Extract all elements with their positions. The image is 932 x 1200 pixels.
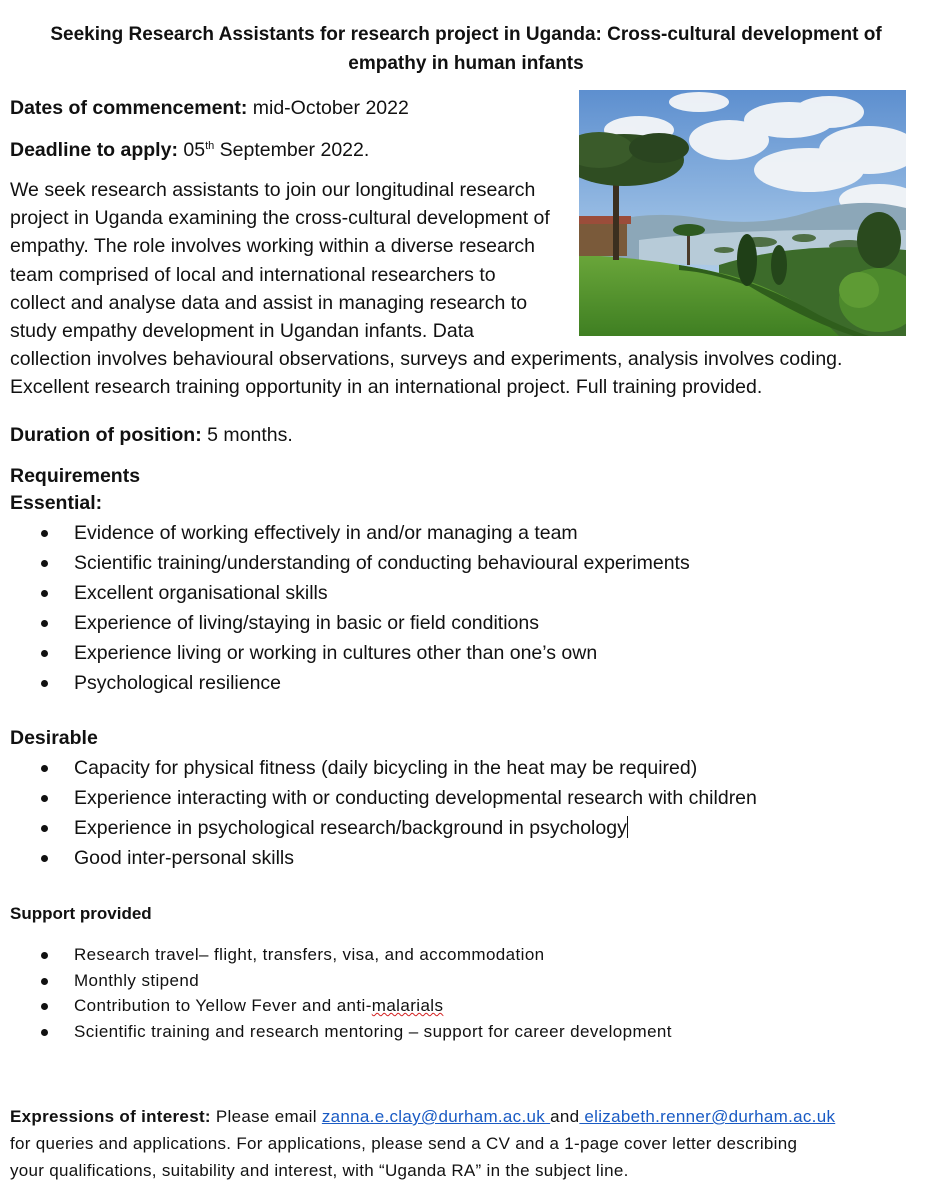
commencement-label: Dates of commencement:	[10, 97, 248, 119]
bullet-icon	[41, 590, 48, 597]
list-item-text: Scientific training and research mentoring – support for career development	[74, 1021, 672, 1041]
document-title	[20, 20, 912, 78]
duration-label: Duration of position:	[10, 424, 202, 446]
bullet-icon	[41, 825, 48, 832]
contact-paragraph	[10, 1103, 835, 1184]
list-item-text: Psychological resilience	[74, 672, 282, 694]
list-item	[0, 753, 757, 783]
bullet-icon	[41, 795, 48, 802]
essential-heading: Essential:	[10, 492, 103, 514]
deadline-rest: September 2022.	[214, 139, 370, 161]
email-link-renner[interactable]: elizabeth.renner@durham.ac.uk	[579, 1107, 836, 1126]
list-item-text: Monthly stipend	[74, 970, 200, 990]
list-item-text: Experience interacting with or conducting developmental research with children	[74, 787, 757, 809]
essential-list	[0, 518, 690, 698]
list-item	[0, 968, 672, 994]
list-item-text: Scientific training/understanding of conducting behavioural experiments	[74, 552, 690, 574]
contact-line-2: for queries and applications. For applications, please send a CV and a 1-page cover letter describing	[10, 1134, 798, 1153]
list-item-text: Evidence of working effectively in and/or managing a team	[74, 522, 578, 544]
commencement-value: mid-October 2022	[247, 97, 409, 119]
bullet-icon	[41, 1029, 48, 1036]
title-line-2: empathy in human infants	[348, 53, 584, 74]
landscape-illustration	[579, 90, 906, 336]
list-item	[0, 813, 757, 843]
description-line: project in Uganda examining the cross-cultural development of	[10, 207, 550, 230]
deadline-label: Deadline to apply:	[10, 139, 178, 161]
bullet-icon	[41, 1003, 48, 1010]
title-line-1: Seeking Research Assistants for research project in Uganda: Cross-cultural development of	[50, 24, 882, 45]
description-line: collect and analyse data and assist in managing research to	[10, 291, 528, 314]
list-item	[0, 578, 690, 608]
list-item-text: Contribution to Yellow Fever and anti-	[74, 996, 372, 1015]
bullet-icon	[41, 978, 48, 985]
requirements-heading: Requirements	[10, 465, 141, 487]
spellcheck-word[interactable]: malarials	[371, 996, 444, 1015]
list-item-text: Experience of living/staying in basic or field conditions	[74, 612, 540, 634]
support-heading: Support provided	[10, 904, 152, 923]
list-item	[0, 518, 690, 548]
bullet-icon	[41, 530, 48, 537]
list-item	[0, 668, 690, 698]
bullet-icon	[41, 855, 48, 862]
email-link-clay[interactable]: zanna.e.clay@durham.ac.uk	[321, 1107, 551, 1126]
duration-line	[10, 421, 293, 449]
duration-value: 5 months.	[201, 424, 293, 446]
deadline-line	[10, 136, 369, 164]
desirable-list	[0, 753, 757, 873]
desirable-heading: Desirable	[10, 727, 98, 749]
support-list	[0, 942, 672, 1044]
bullet-icon	[41, 952, 48, 959]
bullet-icon	[41, 560, 48, 567]
description-line: team comprised of local and international researchers to	[10, 263, 496, 286]
list-item-text: Research travel– flight, transfers, visa, and accommodation	[74, 945, 545, 964]
list-item	[0, 993, 672, 1019]
list-item-text: Experience living or working in cultures other than one’s own	[74, 642, 598, 664]
contact-text: Please email	[210, 1107, 322, 1126]
text-cursor	[627, 816, 629, 838]
bullet-icon	[41, 765, 48, 772]
deadline-day: 05	[177, 139, 206, 161]
bullet-icon	[41, 650, 48, 657]
description-line: study empathy development in Ugandan infants. Data	[10, 320, 474, 343]
list-item	[0, 1019, 672, 1045]
contact-line-3: your qualifications, suitability and interest, with “Uganda RA” in the subject line.	[10, 1161, 629, 1180]
bullet-icon	[41, 680, 48, 687]
list-item	[0, 942, 672, 968]
list-item	[0, 638, 690, 668]
description-line: Excellent research training opportunity in an international project. Full training provided.	[10, 376, 763, 399]
description-line: We seek research assistants to join our longitudinal research	[10, 179, 536, 201]
list-item	[0, 608, 690, 638]
commencement-line	[10, 94, 409, 122]
list-item	[0, 843, 757, 873]
contact-line-1	[10, 1103, 835, 1130]
landscape-photo	[579, 90, 906, 336]
list-item-text: Excellent organisational skills	[74, 582, 328, 604]
description-line: collection involves behavioural observations, surveys and experiments, analysis involves coding.	[10, 348, 843, 371]
bullet-icon	[41, 620, 48, 627]
list-item-text: Capacity for physical fitness (daily bicycling in the heat may be required)	[74, 757, 698, 779]
contact-and: and	[550, 1107, 580, 1126]
list-item	[0, 783, 757, 813]
list-item-text: Good inter-personal skills	[74, 847, 295, 869]
contact-label: Expressions of interest:	[10, 1107, 211, 1126]
deadline-suffix: th	[205, 140, 215, 152]
description-line: empathy. The role involves working within a diverse research	[10, 235, 535, 258]
list-item-text: Experience in psychological research/background in psychology	[74, 817, 627, 839]
list-item	[0, 548, 690, 578]
